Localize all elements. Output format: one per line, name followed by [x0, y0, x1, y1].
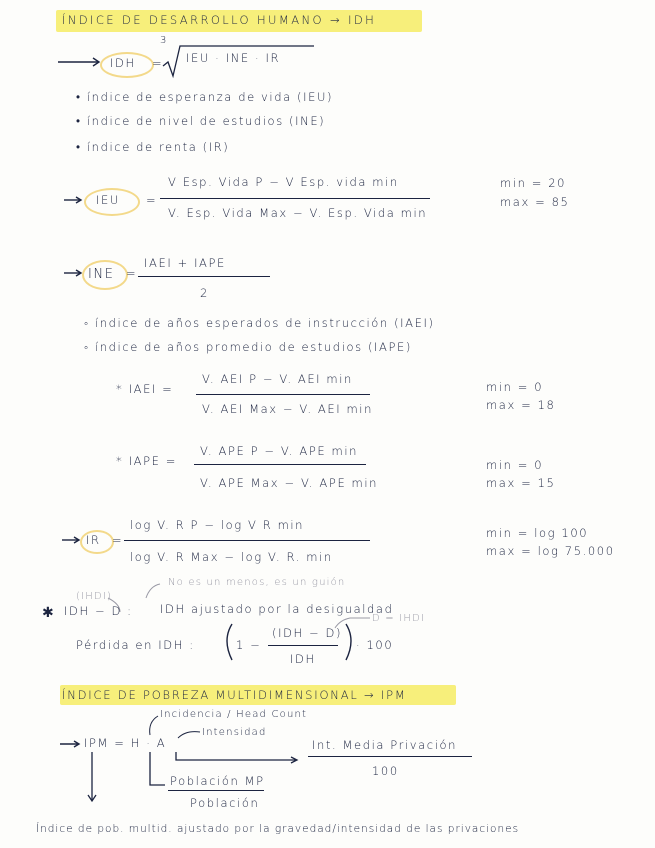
idh-label: IDH: [110, 56, 136, 70]
iaei-numerator: V. AEI P − V. AEI min: [202, 372, 353, 386]
ine-bullet-iape: ◦ índice de años promedio de estudios (IAPE): [84, 340, 412, 354]
section-title-idh: ÍNDICE DE DESARROLLO HUMANO → IDH: [62, 13, 377, 27]
bullet-ine: • índice de nivel de estudios (INE): [76, 114, 326, 128]
footer-note: Índice de pob. multid. ajustado por la gravedad/intensidad de las privaciones: [36, 823, 520, 835]
ieu-denominator: V. Esp. Vida Max − V. Esp. Vida min: [168, 206, 428, 220]
ieu-equals: =: [146, 193, 158, 207]
bullet-ir-text: índice de renta (IR): [86, 140, 230, 154]
pob-denominator: Población: [190, 796, 260, 810]
ir-fraction-bar: [124, 540, 370, 541]
ir-max: max = log 75.000: [486, 544, 615, 558]
asterisk: ✱: [42, 605, 56, 621]
ihdi-grey: (IHDI): [76, 591, 113, 602]
bullet-ieu: • índice de esperanza de vida (IEU): [76, 90, 334, 104]
ine-denominator: 2: [200, 286, 209, 300]
iaei-denominator: V. AEI Max − V. AEI min: [202, 402, 373, 416]
perdida-fraction-bar: [268, 645, 338, 646]
bullet-ir: • índice de renta (IR): [76, 140, 230, 154]
ine-bullet-iaei: ◦ índice de años esperados de instrucción (IAEI): [84, 316, 435, 330]
iape-label: * IAPE =: [116, 454, 177, 468]
grey-note: No es un menos, es un guión: [168, 577, 346, 588]
equals-sign: =: [152, 56, 164, 70]
perdida-denominator: IDH: [290, 652, 316, 666]
pob-numerator: Población MP: [170, 774, 265, 788]
ir-equals: =: [112, 533, 124, 547]
iape-numerator: V. APE P − V. APE min: [200, 444, 359, 458]
iape-denominator: V. APE Max − V. APE min: [200, 476, 379, 490]
ine-equals: =: [126, 266, 138, 280]
incidencia-label: Incidencia / Head Count: [160, 709, 308, 720]
iape-min: min = 0: [486, 458, 544, 472]
d-equals-ihdi: D = IHDI: [372, 613, 426, 624]
radicand: IEU · INE · IR: [186, 51, 281, 65]
int-numerator: Int. Media Privación: [312, 738, 458, 752]
iape-max: max = 15: [486, 476, 556, 490]
ieu-label: IEU: [96, 193, 120, 207]
ieu-max: max = 85: [500, 195, 570, 209]
ine-fraction-bar: [138, 276, 270, 277]
ieu-numerator: V Esp. Vida P − V Esp. vida min: [168, 175, 399, 189]
perdida-numerator: (IDH − D): [272, 626, 343, 640]
ir-min: min = log 100: [486, 526, 589, 540]
ir-denominator: log V. R Max − log V. R. min: [130, 550, 333, 564]
ir-label: IR: [86, 533, 101, 547]
perdida-times: · 100: [356, 638, 394, 652]
ieu-fraction-bar: [160, 198, 430, 199]
ir-numerator: log V. R P − log V R min: [130, 518, 305, 532]
section-title-ipm: ÍNDICE DE POBREZA MULTIDIMENSIONAL → IPM: [62, 688, 407, 702]
root-index: 3: [160, 35, 168, 46]
perdida-one-minus: 1 −: [236, 638, 262, 652]
iaei-min: min = 0: [486, 380, 544, 394]
int-denominator: 100: [372, 764, 399, 778]
iaei-fraction-bar: [196, 394, 370, 395]
ipm-formula: IPM = H · A: [84, 736, 167, 750]
iaei-label: * IAEI =: [116, 382, 174, 396]
ine-bullet-iape-text: índice de años promedio de estudios (IAPE): [94, 340, 412, 354]
bullet-ine-text: índice de nivel de estudios (INE): [86, 114, 326, 128]
ine-label: INE: [88, 267, 115, 282]
ine-numerator: IAEI + IAPE: [144, 256, 226, 270]
iaei-max: max = 18: [486, 398, 556, 412]
idhd-description: IDH ajustado por la desigualdad: [160, 602, 394, 616]
ine-bullet-iaei-text: índice de años esperados de instrucción (IAEI): [94, 316, 435, 330]
iape-fraction-bar: [194, 464, 366, 465]
pob-fraction-bar: [168, 790, 264, 791]
bullet-ieu-text: índice de esperanza de vida (IEU): [86, 90, 334, 104]
int-fraction-bar: [308, 756, 472, 757]
ieu-min: min = 20: [500, 176, 567, 190]
intensidad-label: Intensidad: [202, 727, 267, 738]
perdida-label: Pérdida en IDH :: [76, 638, 195, 652]
idhd-label: IDH − D :: [64, 604, 133, 618]
